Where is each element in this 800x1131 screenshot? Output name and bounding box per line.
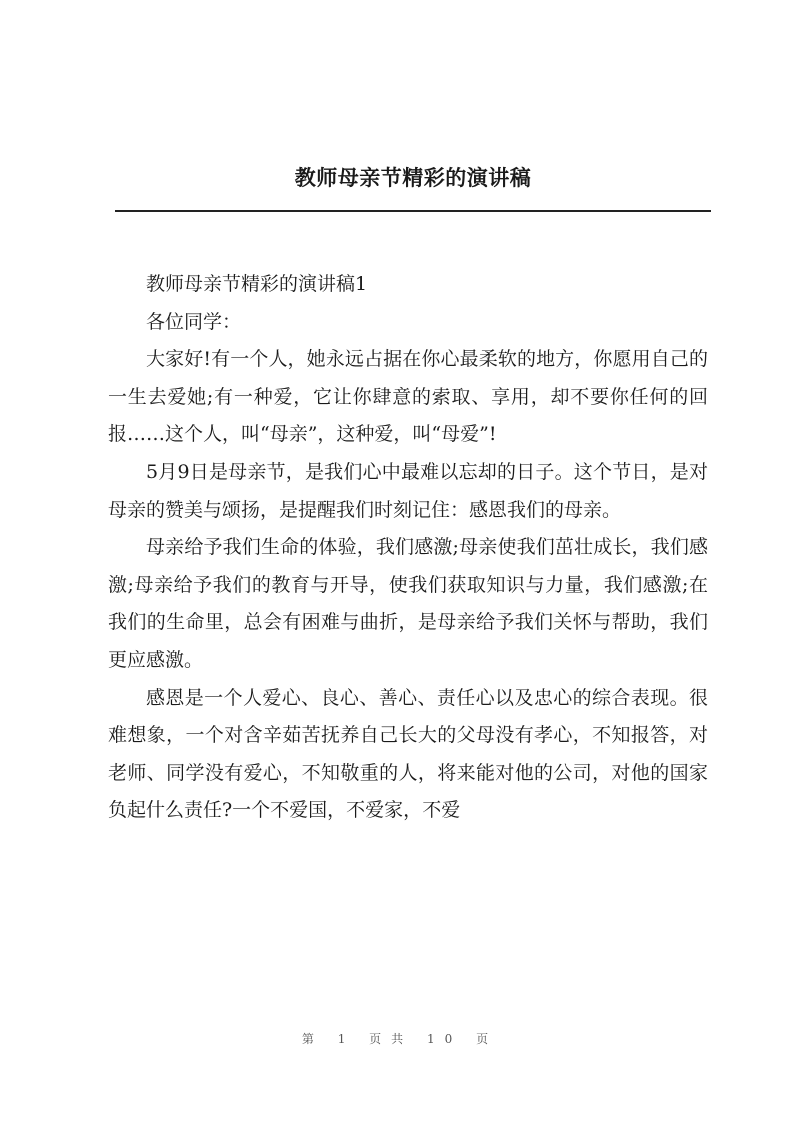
body-paragraph: 大家好!有一个人，她永远占据在你心最柔软的地方，你愿用自己的一生去爱她;有一种爱，它让你肆意的索取、享用，却不要你任何的回报……这个人，叫“母亲”，这种爱，叫“母爱”! [108, 348, 708, 446]
document-header [115, 160, 711, 196]
body-paragraph: 5月9日是母亲节，是我们心中最难以忘却的日子。这个节日，是对母亲的赞美与颂扬，是提醒我们时刻记住：感恩我们的母亲。 [108, 460, 708, 521]
page-footer: 第 1 页共 10 页 [301, 1032, 499, 1046]
body-paragraph: 感恩是一个人爱心、良心、善心、责任心以及忠心的综合表现。很难想象，一个对含辛茹苦抚养自己长大的父母没有孝心，不知报答，对老师、同学没有爱心，不知敬重的人，将来能对他的公司，对他的国家负起什么责任?一个不爱国，不爱家，不爱 [108, 686, 708, 822]
salutation: 各位同学： [146, 310, 242, 333]
title-underline [115, 210, 711, 212]
document-title: 教师母亲节精彩的演讲稿 [294, 166, 532, 190]
body-paragraph: 母亲给予我们生命的体验，我们感激;母亲使我们茁壮成长，我们感激;母亲给予我们的教育与开导，使我们获取知识与力量，我们感激;在我们的生命里，总会有困难与曲折，是母亲给予我们关怀与帮助，我们更应感激。 [108, 536, 708, 671]
section-heading: 教师母亲节精彩的演讲稿1 [146, 273, 368, 295]
document-body [108, 266, 708, 830]
